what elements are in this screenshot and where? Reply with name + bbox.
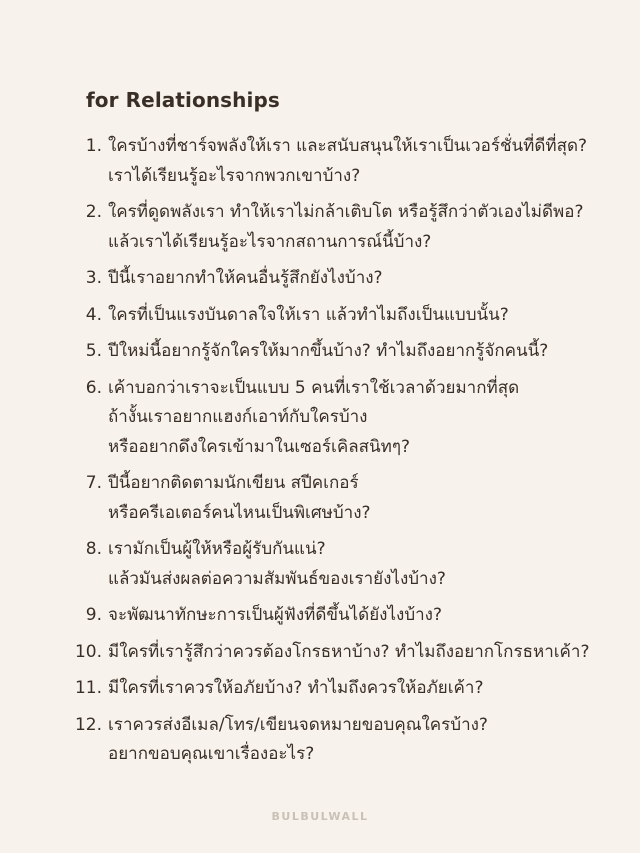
question-number: 8. <box>85 539 102 559</box>
question-line: เราควรส่งอีเมล/โทร/เขียนจดหมายขอบคุณใครบ้าง? <box>108 714 488 735</box>
question-line: แล้วเราได้เรียนรู้อะไรจากสถานการณ์นี้บ้าง? <box>108 231 432 252</box>
question-text <box>108 711 612 770</box>
question-text <box>108 198 612 257</box>
question-number: 9. <box>85 605 102 625</box>
question-line: เค้าบอกว่าเราจะเป็นแบบ 5 คนที่เราใช้เวลาด้วยมากที่สุด <box>108 377 520 398</box>
question-number: 5. <box>85 341 102 361</box>
question-item <box>72 132 612 191</box>
question-number: 2. <box>85 202 102 222</box>
question-item <box>72 535 612 594</box>
question-line: ใครที่เป็นแรงบันดาลใจให้เรา แล้วทำไมถึงเป็นแบบนั้น? <box>108 304 509 325</box>
page-heading: for Relationships <box>86 88 280 112</box>
question-item <box>72 198 612 257</box>
question-line: ปีใหม่นี้อยากรู้จักใครให้มากขึ้นบ้าง? ทำไมถึงอยากรู้จักคนนี้? <box>108 341 549 361</box>
footer-watermark: BULBULWALL <box>271 810 369 823</box>
question-item <box>72 674 612 704</box>
question-text <box>108 374 612 463</box>
question-text <box>108 535 612 594</box>
question-number: 3. <box>85 268 102 288</box>
question-item <box>72 301 612 331</box>
question-number: 4. <box>85 304 102 325</box>
question-item <box>72 374 612 463</box>
question-text <box>108 337 612 367</box>
question-item <box>72 638 612 668</box>
question-line: เราได้เรียนรู้อะไรจากพวกเขาบ้าง? <box>108 165 361 186</box>
question-line: หรืออยากดึงใครเข้ามาในเซอร์เคิลสนิทๆ? <box>108 436 410 457</box>
question-line: ใครที่ดูดพลังเรา ทำให้เราไม่กล้าเติบโต หรือรู้สึกว่าตัวเองไม่ดีพอ? <box>108 202 584 222</box>
question-line: ปีนี้อยากติดตามนักเขียน สปีคเกอร์ <box>108 473 359 493</box>
question-text <box>108 469 612 528</box>
question-text <box>108 674 612 704</box>
question-line: จะพัฒนาทักษะการเป็นผู้ฟังที่ดีขึ้นได้ยังไงบ้าง? <box>108 605 442 625</box>
question-text <box>108 132 612 191</box>
question-text <box>108 301 612 331</box>
question-number: 1. <box>85 136 102 156</box>
question-number: 12. <box>74 714 102 735</box>
question-line: แล้วมันส่งผลต่อความสัมพันธ์ของเรายังไงบ้าง? <box>108 568 446 589</box>
question-number: 6. <box>85 377 102 398</box>
question-line: มีใครที่เรารู้สึกว่าควรต้องโกรธหาบ้าง? ทำไมถึงอยากโกรธหาเค้า? <box>108 641 590 662</box>
question-number: 10. <box>74 641 102 662</box>
question-line: ใครบ้างที่ชาร์จพลังให้เรา และสนับสนุนให้เราเป็นเวอร์ชั่นที่ดีที่สุด? <box>108 136 588 156</box>
question-list <box>72 132 612 777</box>
question-item <box>72 469 612 528</box>
question-line: ถ้างั้นเราอยากแฮงก์เอาท์กับใครบ้าง <box>108 407 368 427</box>
question-text <box>108 601 612 631</box>
question-line: ปีนี้เราอยากทำให้คนอื่นรู้สึกยังไงบ้าง? <box>108 268 383 288</box>
question-item <box>72 601 612 631</box>
question-line: มีใครที่เราควรให้อภัยบ้าง? ทำไมถึงควรให้อภัยเค้า? <box>108 678 484 698</box>
question-number: 11. <box>74 678 102 698</box>
question-text <box>108 264 612 294</box>
question-number: 7. <box>85 473 102 493</box>
question-item <box>72 337 612 367</box>
question-item <box>72 711 612 770</box>
question-line: หรือครีเอเตอร์คนไหนเป็นพิเศษบ้าง? <box>108 502 371 523</box>
question-item <box>72 264 612 294</box>
question-line: เรามักเป็นผู้ให้หรือผู้รับกันแน่? <box>108 539 326 559</box>
question-text <box>108 638 612 668</box>
question-line: อยากขอบคุณเขาเรื่องอะไร? <box>108 744 315 764</box>
